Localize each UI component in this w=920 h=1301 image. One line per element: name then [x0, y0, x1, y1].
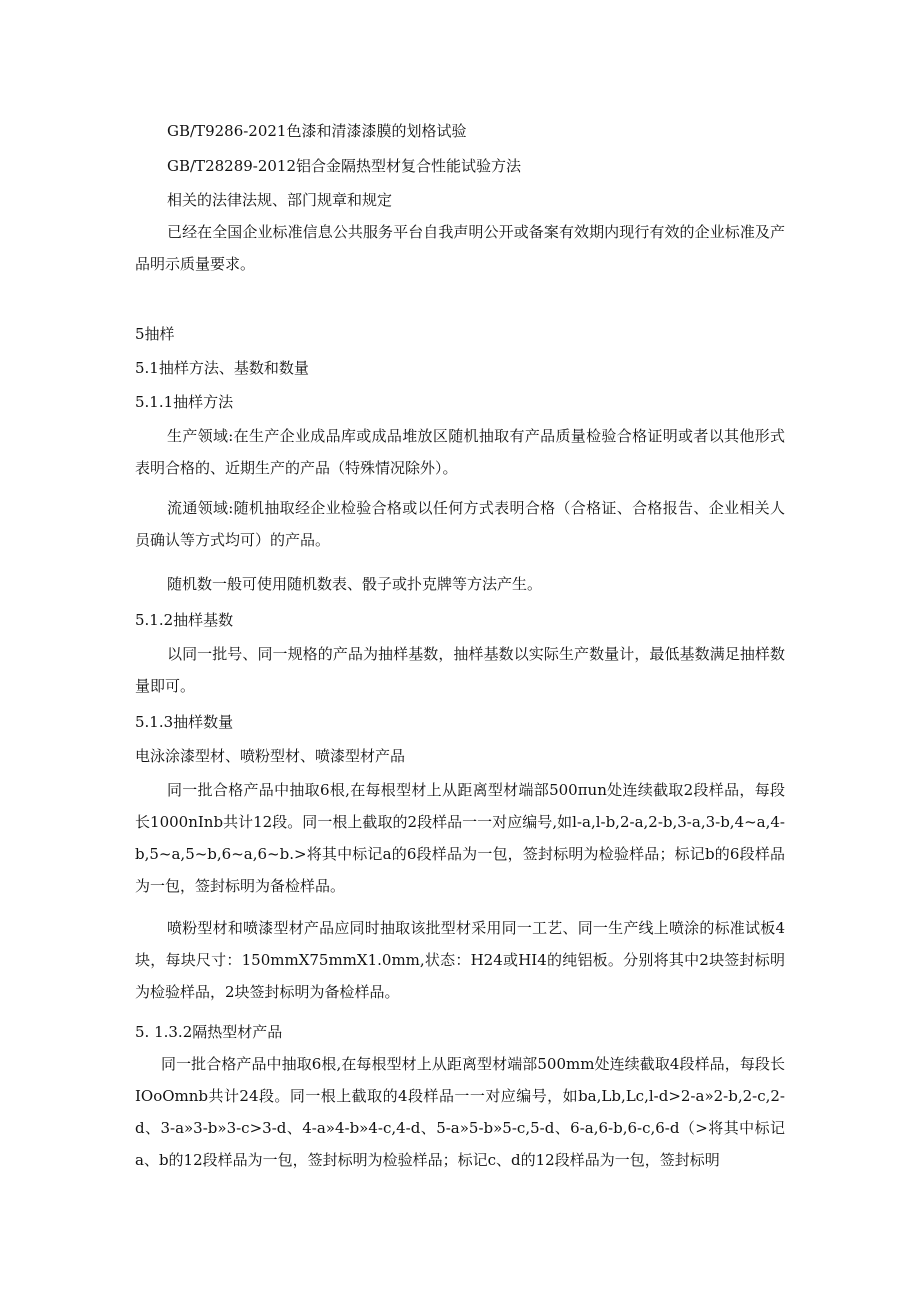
paragraph-test-panels: 喷粉型材和喷漆型材产品应同时抽取该批型材采用同一工艺、同一生产线上喷涂的标准试板4块，每块尺寸：150mmX75mmX1.0mm,状态：H24或HI4的纯铝板。分别将其中2块签封标明为检验样品，2块签封标明为备检样品。	[135, 919, 785, 1001]
section-5-1-3-2-heading: 5. 1.3.2隔热型材产品	[135, 1023, 283, 1041]
reference-enterprise-standards: 已经在全国企业标准信息公共服务平台自我声明公开或备案有效期内现行有效的企业标准及产品明示质量要求。	[135, 223, 785, 273]
paragraph-production-field: 生产领域:在生产企业成品库或成品堆放区随机抽取有产品质量检验合格证明或者以其他形式表明合格的、近期生产的产品（特殊情况除外）。	[135, 427, 785, 477]
section-5-1-3-heading: 5.1.3抽样数量	[135, 713, 234, 731]
paragraph-random-number: 随机数一般可使用随机数表、骰子或扑克牌等方法产生。	[167, 575, 543, 593]
section-5-1-2-heading: 5.1.2抽样基数	[135, 611, 234, 629]
paragraph-circulation-field: 流通领域:随机抽取经企业检验合格或以任何方式表明合格（合格证、合格报告、企业相关人员确认等方式均可）的产品。	[135, 499, 785, 549]
paragraph-coated-profile-sampling: 同一批合格产品中抽取6根,在每根型材上从距离型材端部500πun处连续截取2段样品，每段长1000nInb共计12段。同一根上截取的2段样品一一对应编号,如l-a,l-b,2-a,2-b,3-a,3-b,4~a,4-b,5~a,5~b,6~a,6~b.>将其中标记a的6段样品为一包，签封标明为检验样品；标记b的6段样品为一包，签封标明为备检样品。	[135, 781, 785, 895]
section-5-1-heading: 5.1抽样方法、基数和数量	[135, 359, 309, 377]
reference-laws: 相关的法律法规、部门规章和规定	[167, 191, 393, 209]
reference-gb-t9286: GB/T9286-2021色漆和清漆漆膜的划格试验	[167, 122, 467, 140]
subheading-coated-profiles: 电泳涂漆型材、喷粉型材、喷漆型材产品	[135, 747, 406, 765]
paragraph-sampling-base: 以同一批号、同一规格的产品为抽样基数，抽样基数以实际生产数量计，最低基数满足抽样数量即可。	[135, 645, 785, 695]
section-5-heading: 5抽样	[135, 325, 175, 343]
reference-gb-t28289: GB/T28289-2012铝合金隔热型材复合性能试验方法	[167, 157, 522, 175]
paragraph-thermal-profile-sampling: 同一批合格产品中抽取6根,在每根型材上从距离型材端部500mm处连续截取4段样品，每段长IOoOmnb共计24段。同一根上截取的4段样品一一对应编号，如ba,Lb,Lc,l-d>2-a»2-b,2-c,2-d、3-a»3-b»3-c>3-d、4-a»4-b»4-c,4-d、5-a»5-b»5-c,5-d、6-a,6-b,6-c,6-d（>将其中标记a、b的12段样品为一包，签封标明为检验样品；标记c、d的12段样品为一包，签封标明	[135, 1055, 785, 1169]
section-5-1-1-heading: 5.1.1抽样方法	[135, 393, 234, 411]
